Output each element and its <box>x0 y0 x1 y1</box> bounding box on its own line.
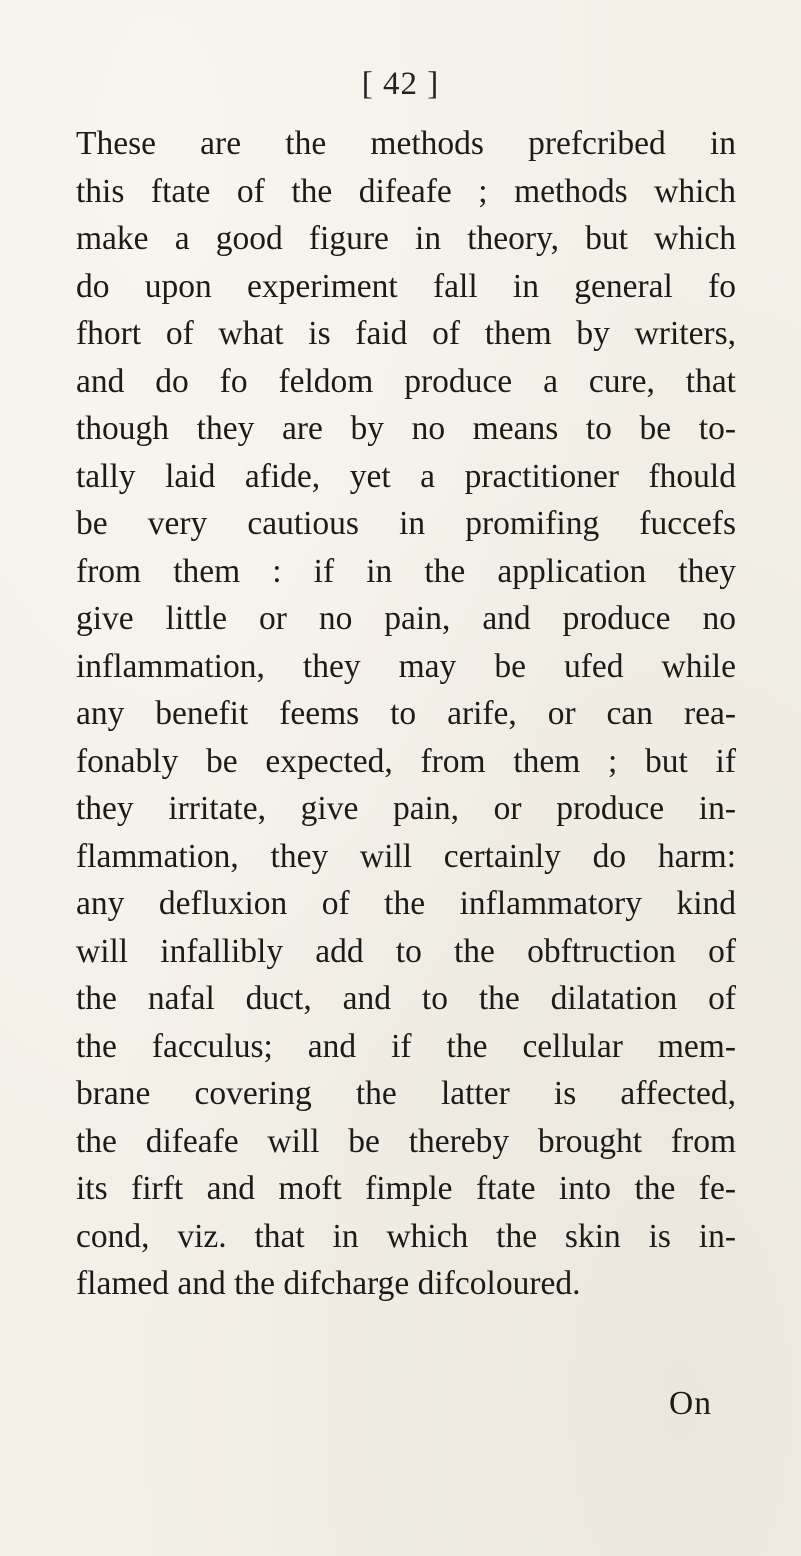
text-line: any benefit feems to arife, or can rea- <box>76 695 736 732</box>
body-text <box>76 120 796 1308</box>
text-line: flamed and the difcharge difcoloured. <box>76 1265 581 1302</box>
text-line: These are the methods prefcribed in <box>76 125 736 162</box>
text-line: brane covering the latter is affected, <box>76 1075 736 1112</box>
text-line: inflammation, they may be ufed while <box>76 647 736 685</box>
text-line: give little or no pain, and produce no <box>76 600 736 637</box>
text-line: tally laid afide, yet a practitioner fhould <box>76 457 736 495</box>
text-line: its firft and moft fimple ftate into the fe- <box>76 1170 736 1207</box>
text-line: flammation, they will certainly do harm: <box>76 837 736 875</box>
text-line: they irritate, give pain, or produce in- <box>76 790 736 827</box>
text-line: the nafal duct, and to the dilatation of <box>76 980 736 1017</box>
text-line: this ftate of the difeafe ; methods which <box>76 172 736 210</box>
page-number: [ 42 ] <box>361 66 440 102</box>
text-line: will infallibly add to the obftruction of <box>76 932 736 970</box>
text-line: cond, viz. that in which the skin is in- <box>76 1217 736 1255</box>
text-line: do upon experiment fall in general fo <box>76 267 736 305</box>
text-line: though they are by no means to be to- <box>76 410 736 447</box>
text-line: from them : if in the application they <box>76 552 736 590</box>
catchword: On <box>669 1385 712 1422</box>
text-line: be very cautious in promifing fuccefs <box>76 505 736 542</box>
text-line: any defluxion of the inflammatory kind <box>76 885 736 922</box>
text-line: the difeafe will be thereby brought from <box>76 1122 736 1160</box>
text-line: fonably be expected, from them ; but if <box>76 742 736 780</box>
text-line: the facculus; and if the cellular mem- <box>76 1027 736 1065</box>
text-line: make a good figure in theory, but which <box>76 220 736 257</box>
text-line: and do fo feldom produce a cure, that <box>76 362 736 400</box>
text-line: fhort of what is faid of them by writers, <box>76 315 736 352</box>
